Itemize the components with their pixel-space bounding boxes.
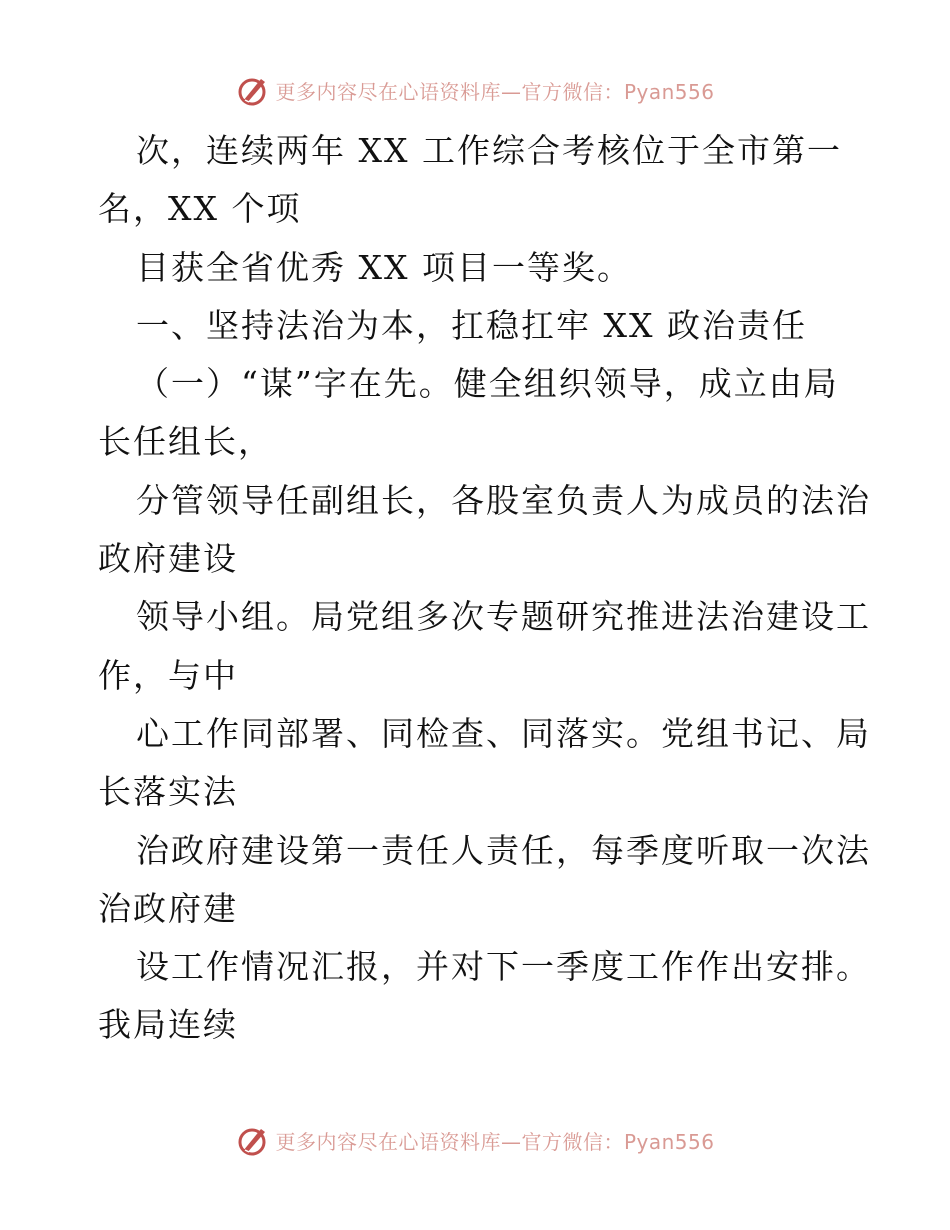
body-line: 名，XX 个项 [98, 189, 302, 229]
body-line: 目获全省优秀 XX 项目一等奖。 [136, 247, 632, 287]
body-line: 治政府建设第一责任人责任，每季度听取一次法 [136, 830, 871, 870]
header-banner-text: 更多内容尽在心语资料库—官方微信：Pyan556 [275, 79, 715, 104]
footer-banner [0, 1120, 950, 1160]
quill-pen-circle-icon [235, 1123, 269, 1157]
quill-pen-circle-icon [235, 73, 269, 107]
body-line: 领导小组。局党组多次专题研究推进法治建设工 [136, 597, 871, 637]
body-line: 我局连续 [98, 1005, 238, 1045]
body-line: 治政府建 [98, 888, 238, 928]
section-heading: 一、坚持法治为本，扛稳扛牢 XX 政治责任 [136, 305, 807, 345]
document-body [98, 122, 871, 1055]
body-line: 长落实法 [98, 772, 238, 812]
body-line: 政府建设 [98, 539, 238, 579]
header-banner [0, 70, 950, 110]
body-line: 心工作同部署、同检查、同落实。党组书记、局 [136, 713, 871, 753]
footer-banner-text: 更多内容尽在心语资料库—官方微信：Pyan556 [275, 1129, 715, 1154]
body-line: 长任组长， [98, 422, 273, 462]
body-line: 分管领导任副组长，各股室负责人为成员的法治 [136, 480, 871, 520]
body-line: 次，连续两年 XX 工作综合考核位于全市第一 [136, 131, 842, 170]
subsection-heading: （一）“谋”字在先。健全组织领导，成立由局 [136, 364, 839, 404]
body-line: 作，与中 [98, 655, 238, 695]
body-line: 设工作情况汇报，并对下一季度工作作出安排。 [136, 947, 871, 987]
